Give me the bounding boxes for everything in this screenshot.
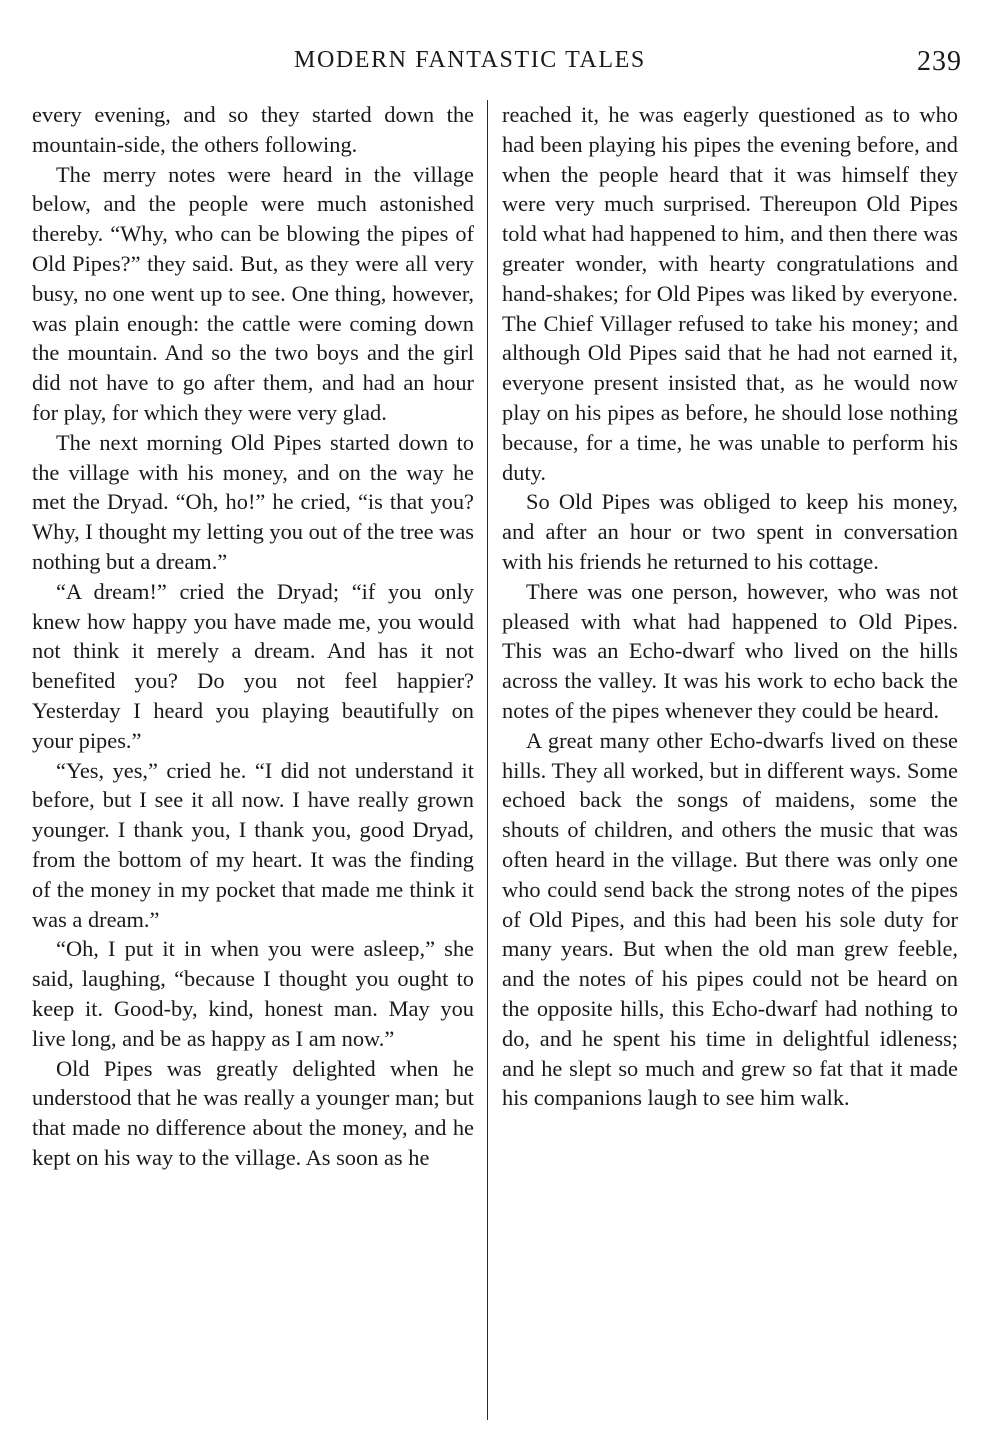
- paragraph: reached it, he was eagerly questioned as to who had been playing his pipes the evening before, and when the people heard that it was himself they were very much surprised. Thereupon Old Pipes told what had happened to him, and then there was greater wonder, with hearty congratulations and hand-shakes; for Old Pipes was liked by everyone. The Chief Villager refused to take his money; and although Old Pipes said that he had not earned it, everyone present insisted that, as he would now play on his pipes as before, he should lose nothing because, for a time, he was unable to perform his duty.: [502, 102, 958, 485]
- page-number: 239: [917, 46, 962, 77]
- running-title: MODERN FANTASTIC TALES: [294, 47, 646, 73]
- right-column: [502, 100, 958, 1113]
- left-column: [32, 100, 474, 1173]
- running-head: [0, 44, 1000, 84]
- column-divider: [487, 100, 488, 1420]
- paragraph: The merry notes were heard in the village below, and the people were much astonished thereby. “Why, who can be blowing the pipes of Old Pipes?” they said. But, as they were all very busy, no one went up to see. One thing, however, was plain enough: the cattle were coming down the mountain. And so the two boys and the girl did not have to go after them, and had an hour for play, for which they were very glad.: [32, 161, 474, 425]
- paragraph: every evening, and so they started down the mountain-side, the others following.: [32, 102, 474, 157]
- paragraph: So Old Pipes was obliged to keep his money, and after an hour or two spent in conversation with his friends he returned to his cottage.: [502, 489, 958, 574]
- paragraph: The next morning Old Pipes started down to the village with his money, and on the way he met the Dryad. “Oh, ho!” he cried, “is that you? Why, I thought my letting you out of the tree was nothing but a dream.”: [32, 429, 474, 574]
- paragraph: “Yes, yes,” cried he. “I did not understand it before, but I see it all now. I have really grown younger. I thank you, I thank you, good Dryad, from the bottom of my heart. It was the finding of the money in my pocket that made me think it was a dream.”: [32, 757, 474, 932]
- paragraph: There was one person, however, who was not pleased with what had happened to Old Pipes. This was an Echo-dwarf who lived on the hills across the valley. It was his work to echo back the notes of the pipes whenever they could be heard.: [502, 578, 958, 723]
- paragraph: A great many other Echo-dwarfs lived on these hills. They all worked, but in different ways. Some echoed back the songs of maidens, some the shouts of children, and others the music that was often heard in the village. But there was only one who could send back the strong notes of the pipes of Old Pipes, and this had been his sole duty for many years. But when the old man grew feeble, and the notes of his pipes could not be heard on the opposite hills, this Echo-dwarf had nothing to do, and he spent his time in delightful idleness; and he slept so much and grew so fat that it made his companions laugh to see him walk.: [502, 727, 958, 1111]
- paragraph: “A dream!” cried the Dryad; “if you only knew how happy you have made me, you would not think it merely a dream. And has it not benefited you? Do you not feel happier? Yesterday I heard you playing beautifully on your pipes.”: [32, 578, 474, 753]
- paragraph: Old Pipes was greatly delighted when he understood that he was really a younger man; but that made no difference about the money, and he kept on his way to the village. As soon as he: [32, 1055, 474, 1170]
- paragraph: “Oh, I put it in when you were asleep,” she said, laughing, “because I thought you ought to keep it. Good-by, kind, honest man. May you live long, and be as happy as I am now.”: [32, 936, 474, 1051]
